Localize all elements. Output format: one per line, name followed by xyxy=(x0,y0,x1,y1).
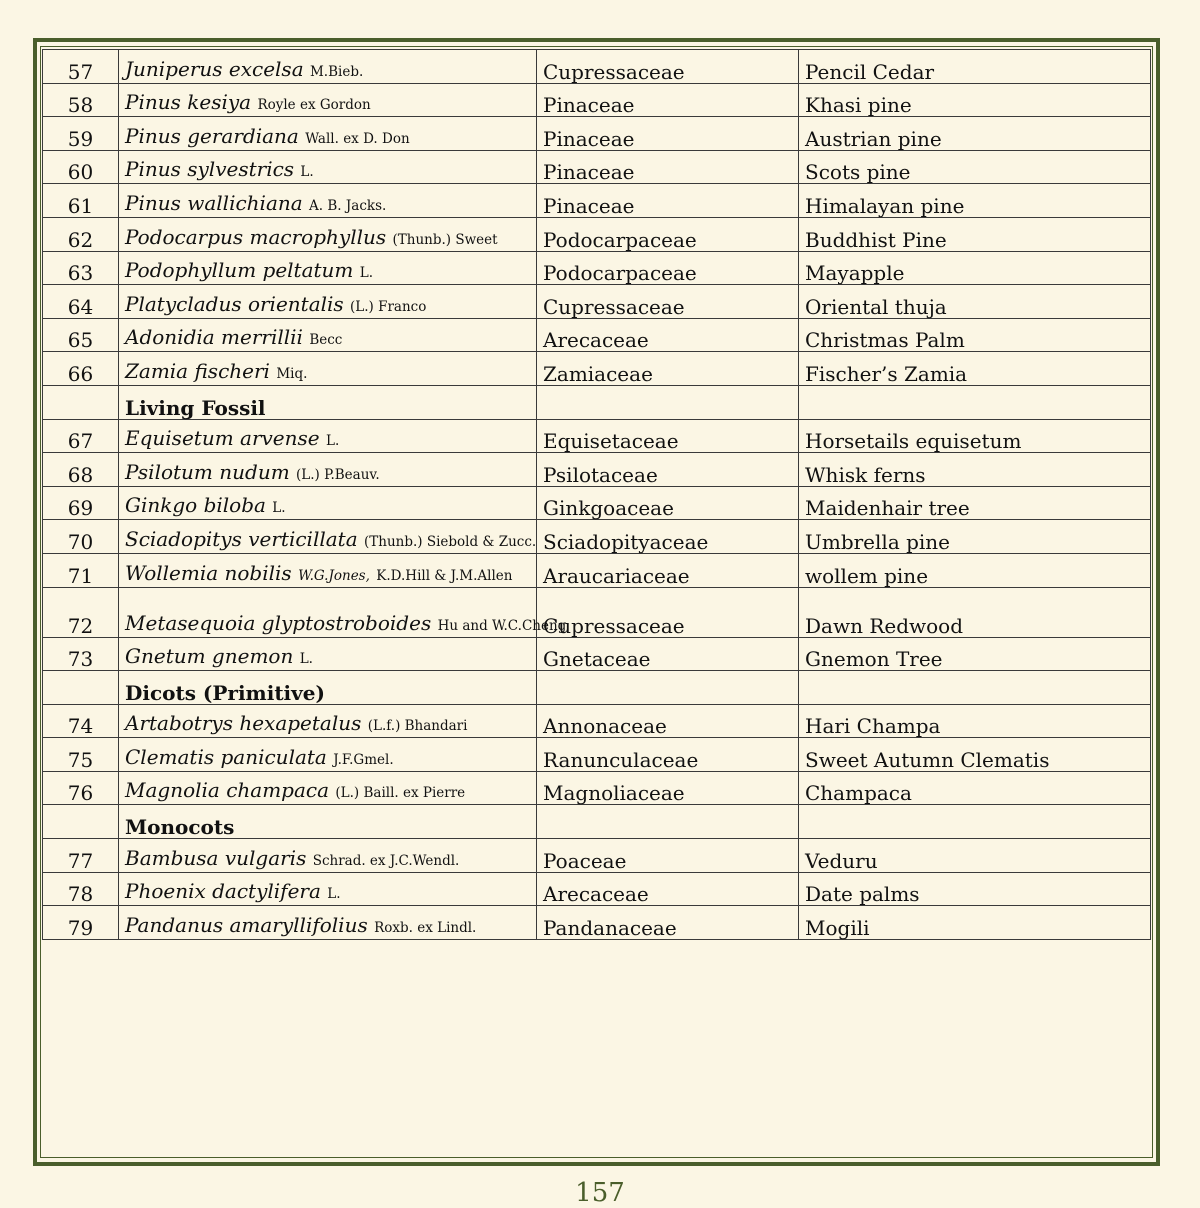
serial-number: 74 xyxy=(43,704,119,738)
serial-number: 72 xyxy=(43,587,119,637)
species-name: Podophyllum peltatum xyxy=(125,258,354,283)
table-row xyxy=(43,352,1151,386)
table-row xyxy=(43,251,1151,285)
table-row xyxy=(43,50,1151,84)
common-name: Sweet Autumn Clematis xyxy=(799,738,1151,772)
author-citation: Wall. ex D. Don xyxy=(305,130,410,147)
author-citation: Schrad. ex J.C.Wendl. xyxy=(312,852,460,869)
serial-number: 75 xyxy=(43,738,119,772)
family-name: Sciadopityaceae xyxy=(537,520,799,554)
empty-cell xyxy=(537,671,799,705)
botanical-name xyxy=(119,419,537,453)
botanical-name xyxy=(119,486,537,520)
table-row xyxy=(43,771,1151,805)
family-name: Arecaceae xyxy=(537,318,799,352)
species-name: Gnetum gnemon xyxy=(125,644,294,669)
common-name: Oriental thuja xyxy=(799,285,1151,319)
species-name: Ginkgo biloba xyxy=(125,493,266,518)
table-row xyxy=(43,83,1151,117)
common-name: Whisk ferns xyxy=(799,453,1151,487)
empty-cell xyxy=(537,805,799,839)
author-citation: Becc xyxy=(309,332,343,349)
botanical-name xyxy=(119,318,537,352)
serial-number: 78 xyxy=(43,872,119,906)
serial-number: 77 xyxy=(43,839,119,873)
section-row-monocots xyxy=(43,805,1151,839)
serial-number: 60 xyxy=(43,150,119,184)
common-name: Scots pine xyxy=(799,150,1151,184)
empty-cell xyxy=(43,385,119,419)
botanical-name xyxy=(119,906,537,940)
common-name: wollem pine xyxy=(799,553,1151,587)
common-name: Buddhist Pine xyxy=(799,217,1151,251)
common-name: Umbrella pine xyxy=(799,520,1151,554)
table-row xyxy=(43,486,1151,520)
table-row xyxy=(43,150,1151,184)
author-citation: L. xyxy=(325,433,340,450)
species-name: Pinus gerardiana xyxy=(125,123,299,148)
botanical-name xyxy=(119,738,537,772)
table-row xyxy=(43,587,1151,637)
author-citation: (L.f.) Bhandari xyxy=(367,718,468,735)
table-row xyxy=(43,419,1151,453)
serial-number: 67 xyxy=(43,419,119,453)
species-name: Platycladus orientalis xyxy=(125,291,344,316)
family-name: Ginkgoaceae xyxy=(537,486,799,520)
section-row-living-fossil xyxy=(43,385,1151,419)
common-name: Fischer’s Zamia xyxy=(799,352,1151,386)
serial-number: 61 xyxy=(43,184,119,218)
serial-number: 71 xyxy=(43,553,119,587)
author-citation: (L.) Franco xyxy=(350,298,427,315)
table-row xyxy=(43,453,1151,487)
table-row xyxy=(43,839,1151,873)
species-name: Magnolia champaca xyxy=(125,778,330,803)
family-name: Magnoliaceae xyxy=(537,771,799,805)
family-name: Annonaceae xyxy=(537,704,799,738)
species-name: Artabotrys hexapetalus xyxy=(125,711,362,736)
family-name: Podocarpaceae xyxy=(537,251,799,285)
section-row-dicots xyxy=(43,671,1151,705)
common-name: Pencil Cedar xyxy=(799,50,1151,84)
author-citation: (Thunb.) Sweet xyxy=(392,231,498,248)
section-heading-living-fossil: Living Fossil xyxy=(119,385,537,419)
family-name: Psilotaceae xyxy=(537,453,799,487)
table-row xyxy=(43,520,1151,554)
common-name: Date palms xyxy=(799,872,1151,906)
botanical-name xyxy=(119,50,537,84)
species-name: Pinus wallichiana xyxy=(125,190,303,215)
serial-number: 70 xyxy=(43,520,119,554)
family-name: Pinaceae xyxy=(537,184,799,218)
empty-cell xyxy=(799,671,1151,705)
common-name: Hari Champa xyxy=(799,704,1151,738)
empty-cell xyxy=(43,671,119,705)
serial-number: 65 xyxy=(43,318,119,352)
family-name: Pinaceae xyxy=(537,150,799,184)
family-name: Cupressaceae xyxy=(537,587,799,637)
species-name: Psilotum nudum xyxy=(125,459,290,484)
botanical-name xyxy=(119,150,537,184)
common-name: Himalayan pine xyxy=(799,184,1151,218)
common-name: Gnemon Tree xyxy=(799,637,1151,671)
table-row xyxy=(43,117,1151,151)
author-citation: (L.) P.Beauv. xyxy=(296,466,380,483)
table-row xyxy=(43,738,1151,772)
common-name: Horsetails equisetum xyxy=(799,419,1151,453)
serial-number: 57 xyxy=(43,50,119,84)
author-citation: M.Bieb. xyxy=(309,63,364,80)
table-row xyxy=(43,285,1151,319)
author-citation: L. xyxy=(272,500,286,517)
author-citation: L. xyxy=(327,886,341,903)
author-citation: Roxb. ex Lindl. xyxy=(374,919,477,936)
table-row xyxy=(43,184,1151,218)
author-citation: L. xyxy=(359,265,374,282)
empty-cell xyxy=(537,385,799,419)
family-name: Pandanaceae xyxy=(537,906,799,940)
botanical-name xyxy=(119,453,537,487)
common-name: Dawn Redwood xyxy=(799,587,1151,637)
botanical-name xyxy=(119,117,537,151)
species-name: Clematis paniculata xyxy=(125,744,327,769)
serial-number: 62 xyxy=(43,217,119,251)
common-name: Veduru xyxy=(799,839,1151,873)
botanical-name xyxy=(119,839,537,873)
family-name: Podocarpaceae xyxy=(537,217,799,251)
common-name: Maidenhair tree xyxy=(799,486,1151,520)
serial-number: 69 xyxy=(43,486,119,520)
table-row xyxy=(43,637,1151,671)
author-citation: J.F.Gmel. xyxy=(333,751,394,768)
family-name: Pinaceae xyxy=(537,117,799,151)
serial-number: 59 xyxy=(43,117,119,151)
section-heading-monocots: Monocots xyxy=(119,805,537,839)
species-name: Pandanus amaryllifolius xyxy=(125,912,368,937)
family-name: Arecaceae xyxy=(537,872,799,906)
empty-cell xyxy=(799,385,1151,419)
species-name: Phoenix dactylifera xyxy=(125,879,321,904)
family-name: Pinaceae xyxy=(537,83,799,117)
author-citation: (Thunb.) Siebold & Zucc. xyxy=(364,533,537,550)
species-name: Pinus kesiya xyxy=(125,90,252,115)
common-name: Mayapple xyxy=(799,251,1151,285)
table-row xyxy=(43,217,1151,251)
botanical-name xyxy=(119,251,537,285)
botanical-name xyxy=(119,217,537,251)
common-name: Austrian pine xyxy=(799,117,1151,151)
family-name: Poaceae xyxy=(537,839,799,873)
table-row xyxy=(43,553,1151,587)
author-citation: A. B. Jacks. xyxy=(309,197,387,214)
common-name: Christmas Palm xyxy=(799,318,1151,352)
serial-number: 63 xyxy=(43,251,119,285)
species-name: Bambusa vulgaris xyxy=(125,845,307,870)
page-number: 157 xyxy=(575,1178,625,1208)
species-name: Sciadopitys verticillata xyxy=(125,526,358,551)
species-table xyxy=(42,49,1151,940)
family-name: Zamiaceae xyxy=(537,352,799,386)
family-name: Gnetaceae xyxy=(537,637,799,671)
botanical-name xyxy=(119,352,537,386)
botanical-name xyxy=(119,587,567,637)
author-citation-italic: W.G.Jones, xyxy=(298,567,370,584)
author-citation: Miq. xyxy=(276,365,308,382)
botanical-name xyxy=(119,872,537,906)
table-row xyxy=(43,704,1151,738)
species-table-body xyxy=(43,50,1151,940)
author-citation: K.D.Hill & J.M.Allen xyxy=(376,567,513,584)
serial-number: 79 xyxy=(43,906,119,940)
section-heading-dicots: Dicots (Primitive) xyxy=(119,671,537,705)
serial-number: 73 xyxy=(43,637,119,671)
botanical-name xyxy=(119,637,537,671)
species-name: Equisetum arvense xyxy=(125,426,320,451)
species-name: Metasequoia glyptostroboides xyxy=(125,610,432,635)
species-name: Adonidia merrillii xyxy=(125,325,303,350)
serial-number: 68 xyxy=(43,453,119,487)
table-row xyxy=(43,872,1151,906)
species-name: Pinus sylvestrics xyxy=(125,157,295,182)
author-citation: L. xyxy=(299,651,313,668)
serial-number: 66 xyxy=(43,352,119,386)
author-citation: (L.) Baill. ex Pierre xyxy=(335,785,466,802)
table-row xyxy=(43,906,1151,940)
botanical-name xyxy=(119,553,537,587)
serial-number: 64 xyxy=(43,285,119,319)
table-row xyxy=(43,318,1151,352)
species-name: Wollemia nobilis xyxy=(125,560,292,585)
family-name: Equisetaceae xyxy=(537,419,799,453)
species-name: Juniperus excelsa xyxy=(125,56,304,81)
empty-cell xyxy=(799,805,1151,839)
botanical-name xyxy=(119,771,537,805)
common-name: Mogili xyxy=(799,906,1151,940)
botanical-name xyxy=(119,83,537,117)
author-citation: Hu and W.C.Cheng xyxy=(437,617,567,634)
author-citation: L. xyxy=(300,164,314,181)
serial-number: 76 xyxy=(43,771,119,805)
common-name: Champaca xyxy=(799,771,1151,805)
family-name: Cupressaceae xyxy=(537,285,799,319)
botanical-name xyxy=(119,184,537,218)
family-name: Araucariaceae xyxy=(537,553,799,587)
species-name: Podocarpus macrophyllus xyxy=(125,224,387,249)
family-name: Ranunculaceae xyxy=(537,738,799,772)
botanical-name xyxy=(119,520,537,554)
common-name: Khasi pine xyxy=(799,83,1151,117)
species-name: Zamia fischeri xyxy=(125,358,270,383)
empty-cell xyxy=(43,805,119,839)
serial-number: 58 xyxy=(43,83,119,117)
family-name: Cupressaceae xyxy=(537,50,799,84)
author-citation: Royle ex Gordon xyxy=(257,97,371,114)
botanical-name xyxy=(119,285,537,319)
botanical-name xyxy=(119,704,537,738)
